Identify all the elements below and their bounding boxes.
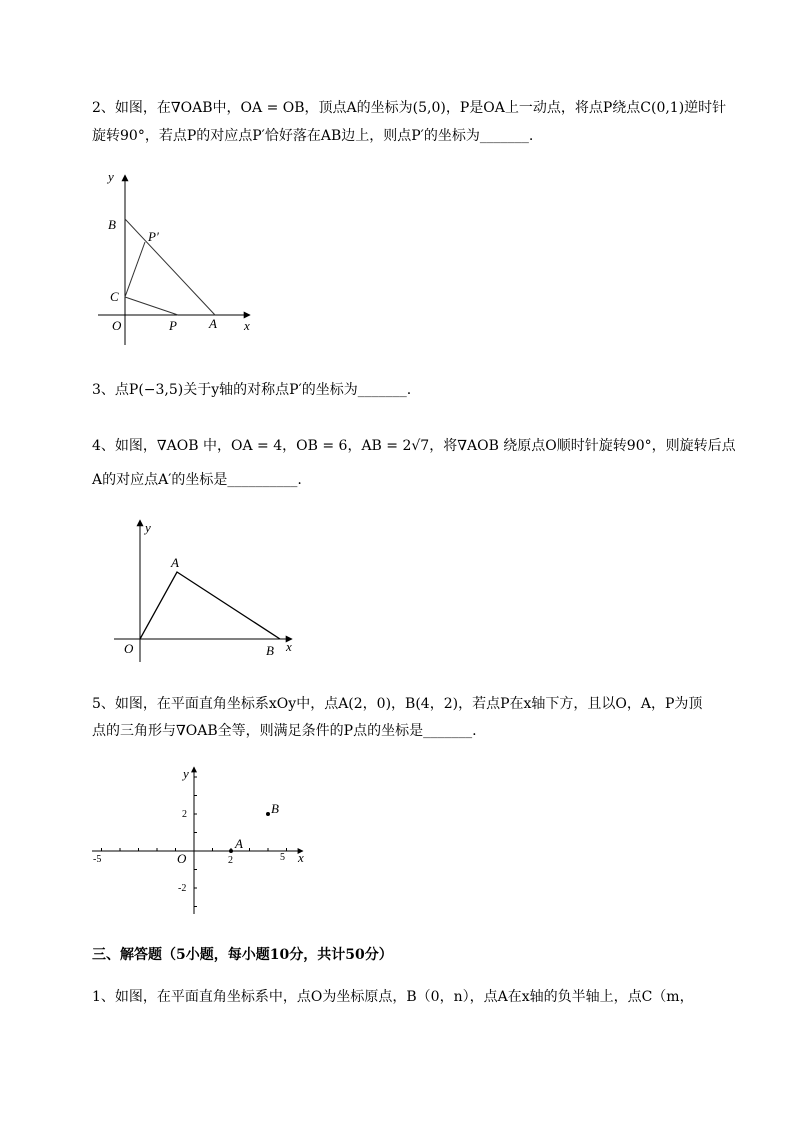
point-p-label: P — [169, 318, 177, 333]
segment-cp-prime — [125, 242, 145, 297]
point-b-label: B — [266, 643, 274, 658]
q3-text-line1: 3、点P(−3,5)关于y轴的对称点P′的坐标为_______. — [92, 382, 412, 398]
origin-label: O — [177, 851, 187, 866]
q5-figure — [88, 762, 313, 917]
q2-text-line1: 2、如图，在∇OAB中，OA = OB，顶点A的坐标为(5,0)，P是OA上一动点，将点P绕点C(0,1)逆时针 — [92, 100, 727, 116]
q2-text-line2: 旋转90°，若点P的对应点P′恰好落在AB边上，则点P′的坐标为_______. — [92, 128, 534, 144]
point-b-label: B — [108, 217, 116, 232]
point-b-label: B — [271, 801, 279, 816]
point-a — [229, 849, 233, 853]
point-a-label: A — [171, 555, 179, 570]
origin-label: O — [112, 318, 122, 333]
x-axis-label: x — [286, 639, 292, 654]
tick-label-y-neg2: -2 — [178, 883, 187, 894]
segment-ab — [125, 219, 215, 315]
x-axis-label: x — [298, 850, 304, 865]
q4-text-line1: 4、如图，∇AOB 中，OA = 4，OB = 6，AB = 2√7，将∇AOB 绕原点O顺时针旋转90°，则旋转后点 — [92, 438, 736, 454]
point-a-label: A — [209, 316, 217, 331]
q2-figure — [90, 165, 265, 350]
point-b — [266, 812, 270, 816]
point-a-label: A — [235, 836, 243, 851]
point-p-prime-label: P′ — [148, 229, 159, 244]
tick-label-x-5: 5 — [280, 852, 285, 863]
origin-label: O — [124, 641, 134, 656]
tick-label-x-2: 2 — [228, 855, 233, 866]
tick-label-x-neg5: -5 — [93, 854, 102, 865]
point-c-label: C — [110, 289, 119, 304]
tick-label-y-2: 2 — [182, 809, 187, 820]
segment-cp — [125, 297, 178, 315]
q5-text-line1: 5、如图，在平面直角坐标系xOy中，点A(2，0)，B(4，2)，若点P在x轴下方，且以O，A，P为顶 — [92, 696, 703, 712]
problem1-text-line1: 1、如图，在平面直角坐标系中，点O为坐标原点，B（0，n），点A在x轴的负半轴上，点C（m， — [92, 989, 694, 1005]
y-axis-label: y — [145, 520, 151, 535]
x-axis-label: x — [244, 318, 250, 333]
y-axis-label: y — [183, 766, 189, 781]
q4-text-line2: A的对应点A′的坐标是__________. — [92, 472, 302, 488]
q5-text-line2: 点的三角形与∇OAB全等，则满足条件的P点的坐标是_______. — [92, 723, 477, 739]
q4-figure — [110, 515, 300, 665]
y-axis-label: y — [108, 169, 114, 184]
section-three-heading: 三、解答题（5小题，每小题10分，共计50分） — [92, 947, 393, 963]
triangle-aob — [140, 572, 280, 639]
